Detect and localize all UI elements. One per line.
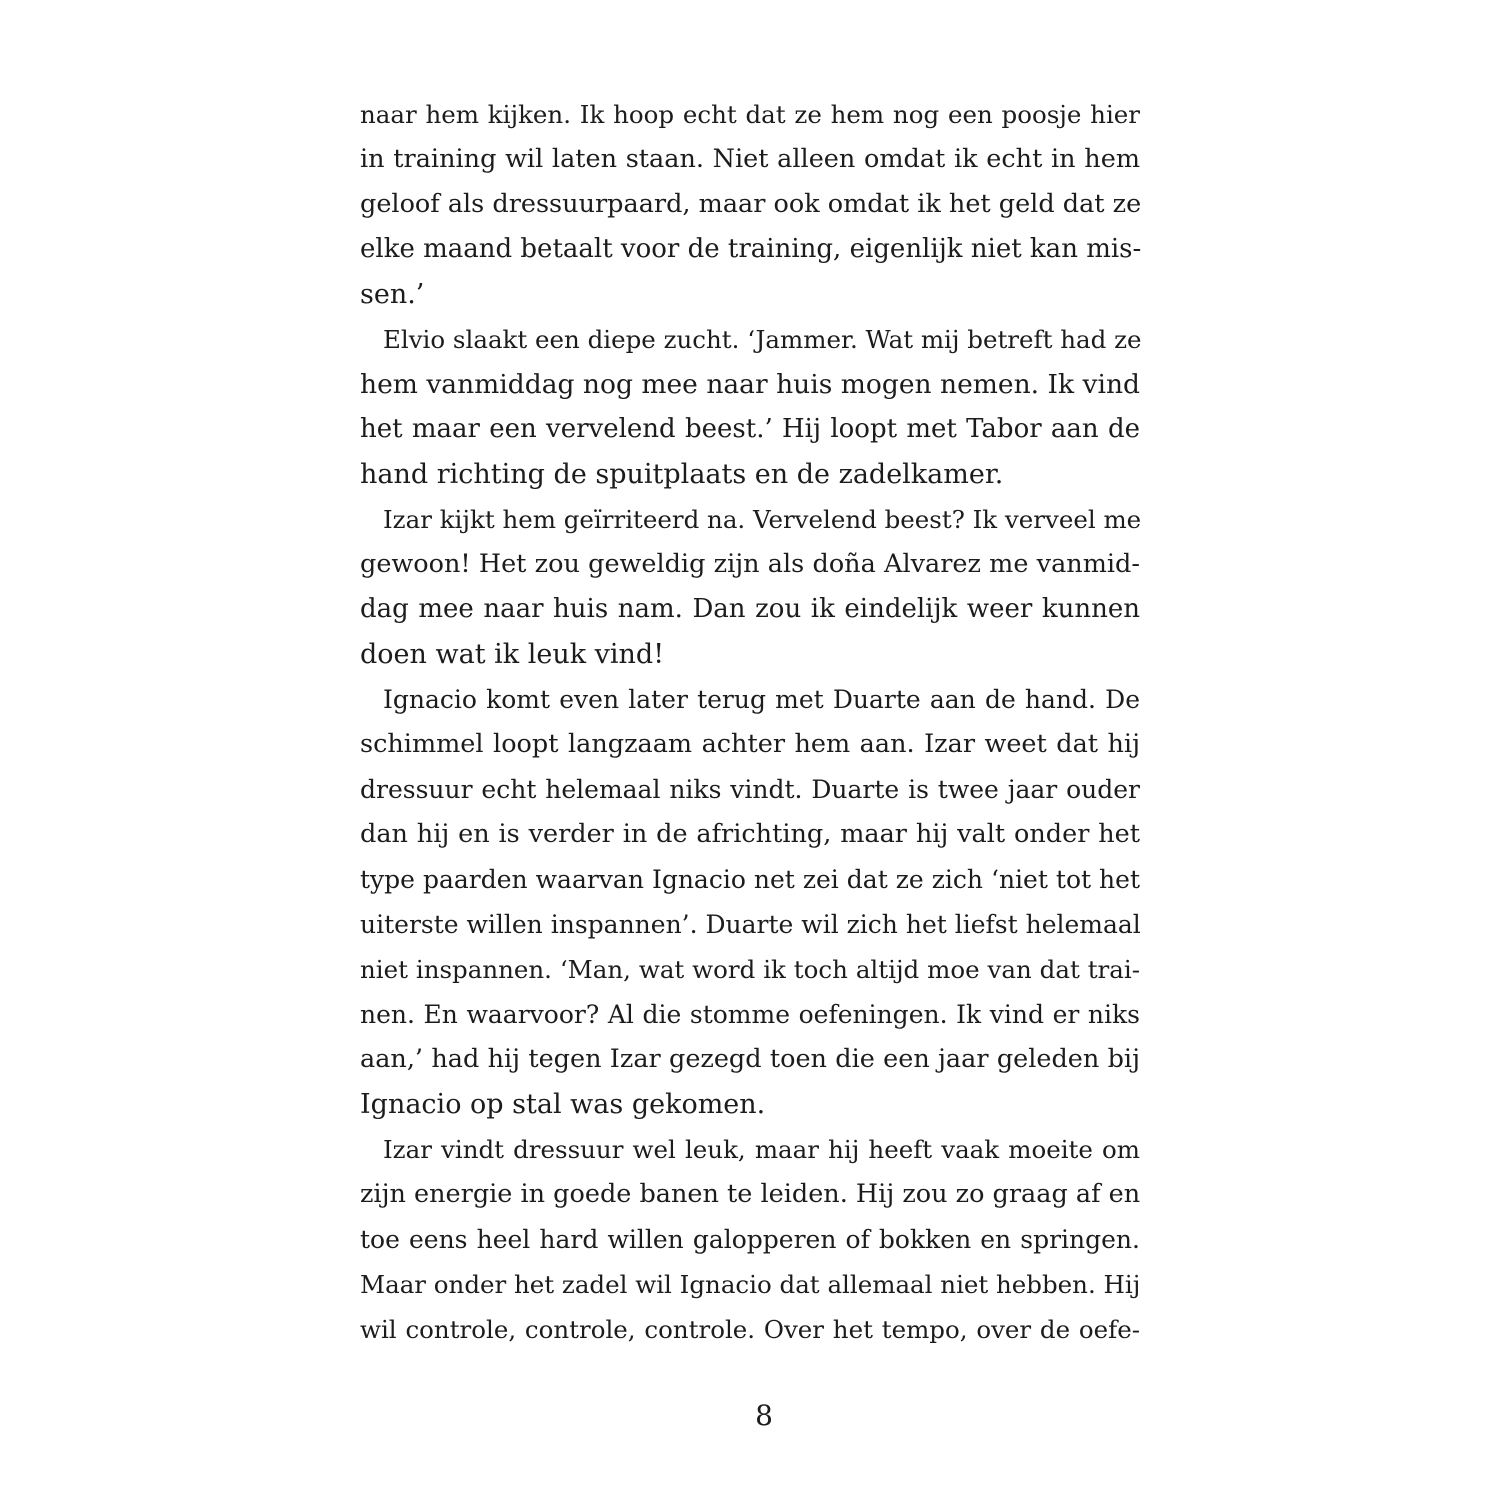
body-text bbox=[360, 92, 1140, 1352]
text-line: dag mee naar huis nam. Dan zou ik eindelijk weer kunnen bbox=[360, 594, 1140, 624]
text-line: uiterste willen inspannen’. Duarte wil zich het liefst helemaal bbox=[360, 910, 1141, 939]
text-line: wil controle, controle, controle. Over het tempo, over de oefe- bbox=[360, 1315, 1140, 1344]
text-line: geloof als dressuurpaard, maar ook omdat ik het geld dat ze bbox=[360, 189, 1142, 219]
text-line: doen wat ik leuk vind! bbox=[360, 639, 665, 670]
text-line: type paarden waarvan Ignacio net zei dat ze zich ‘niet tot het bbox=[360, 865, 1140, 894]
text-line: dan hij en is verder in de africhting, maar hij valt onder het bbox=[360, 819, 1140, 849]
text-line: in training wil laten staan. Niet alleen omdat ik echt in hem bbox=[360, 144, 1140, 174]
text-line: aan,’ had hij tegen Izar gezegd toen die een jaar geleden bij bbox=[360, 1044, 1140, 1074]
text-line: elke maand betaalt voor de training, eigenlijk niet kan mis- bbox=[360, 234, 1142, 264]
text-line: hand richting de spuitplaats en de zadelkamer. bbox=[360, 459, 1004, 490]
text-line: dressuur echt helemaal niks vindt. Duarte is twee jaar ouder bbox=[360, 775, 1140, 804]
text-line: naar hem kijken. Ik hoop echt dat ze hem nog een poosje hier bbox=[360, 100, 1140, 129]
text-line: schimmel loopt langzaam achter hem aan. Izar weet dat hij bbox=[360, 729, 1140, 759]
text-line: nen. En waarvoor? Al die stomme oefeningen. Ik vind er niks bbox=[360, 1000, 1140, 1029]
text-line: gewoon! Het zou geweldig zijn als doña Alvarez me vanmid- bbox=[360, 549, 1140, 579]
text-line: Elvio slaakt een diepe zucht. ‘Jammer. Wat mij betreft had ze bbox=[383, 325, 1142, 354]
text-line: zijn energie in goede banen te leiden. Hij zou zo graag af en bbox=[360, 1179, 1141, 1209]
text-line: Maar onder het zadel wil Ignacio dat allemaal niet hebben. Hij bbox=[360, 1270, 1141, 1299]
text-line: Ignacio op stal was gekomen. bbox=[360, 1089, 766, 1120]
page-number: 8 bbox=[755, 1399, 773, 1432]
text-line: sen.’ bbox=[360, 279, 425, 310]
text-line: Ignacio komt even later terug met Duarte aan de hand. De bbox=[383, 685, 1140, 714]
text-line: Izar kijkt hem geïrriteerd na. Vervelend beest? Ik verveel me bbox=[383, 505, 1142, 534]
text-line: toe eens heel hard willen galopperen of bokken en springen. bbox=[360, 1225, 1140, 1254]
text-line: Izar vindt dressuur wel leuk, maar hij heeft vaak moeite om bbox=[383, 1135, 1140, 1164]
text-line: niet inspannen. ‘Man, wat word ik toch altijd moe van dat trai- bbox=[360, 955, 1140, 984]
text-line: het maar een vervelend beest.’ Hij loopt met Tabor aan de bbox=[360, 414, 1140, 444]
text-line: hem vanmiddag nog mee naar huis mogen nemen. Ik vind bbox=[360, 369, 1140, 400]
